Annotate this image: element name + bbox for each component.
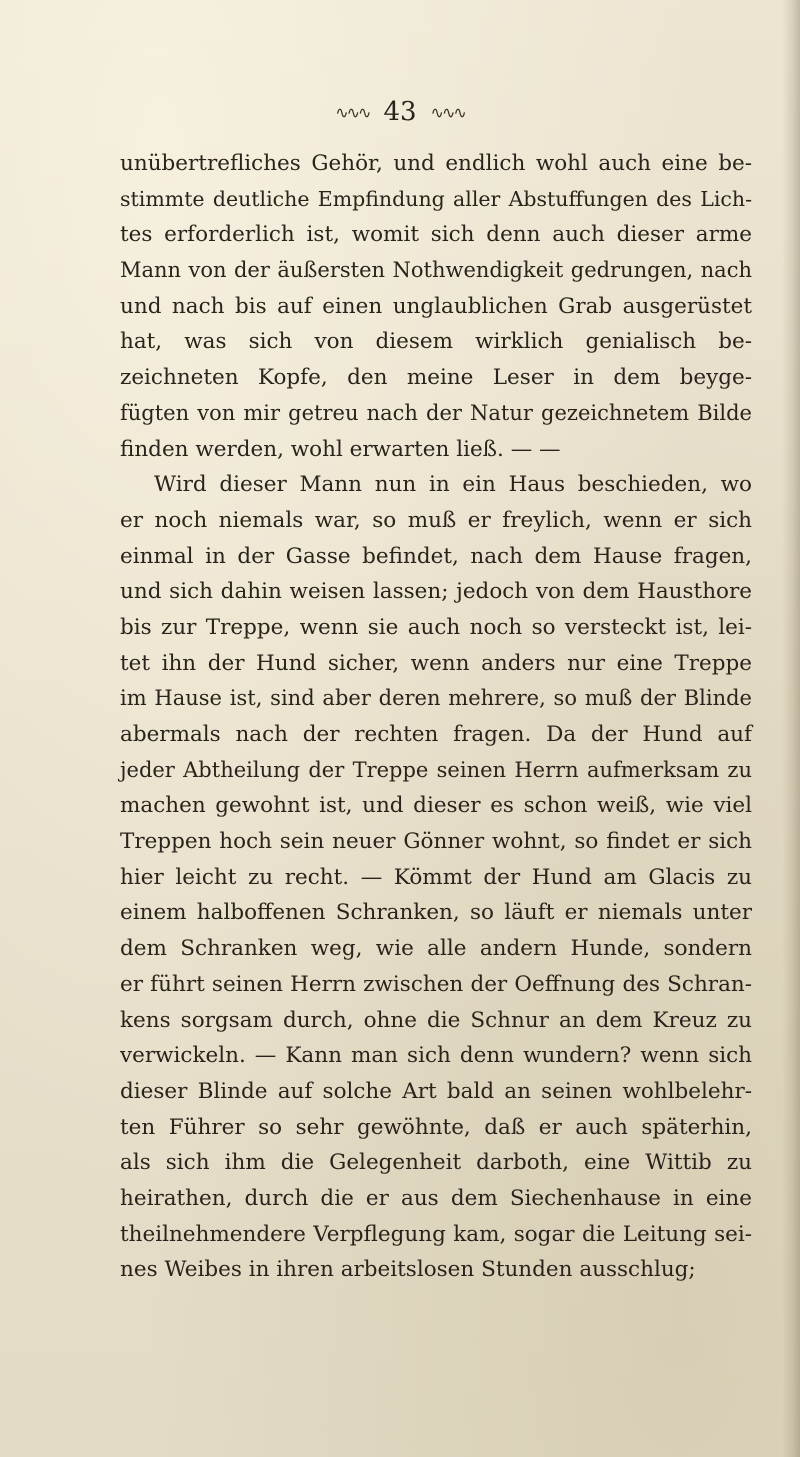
text-line: dem Schranken weg, wie alle andern Hunde, sondern: [120, 936, 752, 962]
text-line: machen gewohnt ist, und dieser es schon weiß, wie viel: [120, 793, 752, 819]
text-line: jeder Abtheilung der Treppe seinen Herrn aufmerksam zu: [120, 757, 752, 782]
text-line: heirathen, durch die er aus dem Siechenhause in eine: [120, 1185, 752, 1211]
text-line: einem halboffenen Schranken, so läuft er niemals unter: [120, 900, 752, 926]
text-line: Mann von der äußersten Nothwendigkeit gedrungen, nach: [120, 258, 752, 283]
text-line: er noch niemals war, so muß er freylich, wenn er sich: [120, 507, 752, 533]
text-line: unübertrefliches Gehör, und endlich wohl auch eine be-: [120, 151, 752, 176]
text-line: im Hause ist, sind aber deren mehrere, so muß der Blinde: [120, 686, 752, 711]
text-line: hat, was sich von diesem wirklich genialisch be-: [120, 329, 752, 355]
text-line: verwickeln. — Kann man sich denn wundern? wenn sich: [120, 1043, 752, 1069]
text-line: dieser Blinde auf solche Art bald an seinen wohlbelehr-: [120, 1078, 752, 1104]
text-line: hier leicht zu recht. — Kömmt der Hund am Glacis zu: [120, 864, 752, 890]
text-line: er führt seinen Herrn zwischen der Oeffnung des Schran-: [120, 971, 752, 997]
body-text: [120, 146, 752, 1288]
text-line: bis zur Treppe, wenn sie auch noch so versteckt ist, lei-: [120, 614, 752, 640]
text-line: einmal in der Gasse befindet, nach dem Hause fragen,: [120, 543, 752, 569]
text-line: und nach bis auf einen unglaublichen Grab ausgerüstet: [120, 293, 752, 319]
text-line: tet ihn der Hund sicher, wenn anders nur eine Treppe: [120, 650, 752, 676]
text-line: als sich ihm die Gelegenheit darboth, eine Wittib zu: [120, 1150, 752, 1176]
text-line: Treppen hoch sein neuer Gönner wohnt, so findet er sich: [120, 829, 752, 855]
text-line: und sich dahin weisen lassen; jedoch von dem Hausthore: [120, 579, 752, 605]
text-line: zeichneten Kopfe, den meine Leser in dem beyge-: [120, 365, 752, 391]
text-line: nes Weibes in ihren arbeitslosen Stunden ausschlug;: [120, 1257, 696, 1283]
text-line: Wird dieser Mann nun in ein Haus beschieden, wo: [154, 472, 752, 498]
page-number: 43: [383, 97, 417, 127]
ornament-right: ∿∿∿: [430, 102, 465, 122]
page-header: [0, 92, 800, 132]
text-line: abermals nach der rechten fragen. Da der Hund auf: [120, 722, 752, 747]
text-line: finden werden, wohl erwarten ließ. — —: [120, 436, 561, 462]
text-line: stimmte deutliche Empfindung aller Abstuffungen des Lich-: [120, 186, 752, 211]
text-line: tes erforderlich ist, womit sich denn auch dieser arme: [120, 222, 752, 248]
text-line: theilnehmendere Verpflegung kam, sogar die Leitung sei-: [120, 1221, 752, 1247]
text-line: kens sorgsam durch, ohne die Schnur an dem Kreuz zu: [120, 1007, 752, 1033]
ornament-left: ∿∿∿: [335, 102, 370, 122]
text-line: ten Führer so sehr gewöhnte, daß er auch späterhin,: [120, 1114, 752, 1140]
text-line: fügten von mir getreu nach der Natur gezeichnetem Bilde: [120, 400, 752, 425]
page-edge-shadow: [782, 0, 800, 1457]
